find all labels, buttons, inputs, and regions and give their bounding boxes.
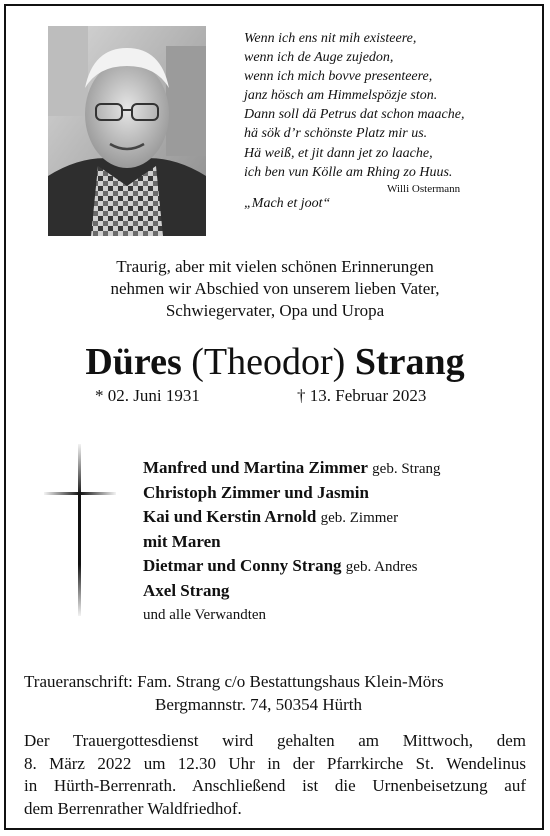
service-line: in Hürth-Berrenrath. Anschließend ist die Urnenbeisetzung auf — [24, 776, 526, 795]
poem-line: wenn ich de Auge zujedon, — [244, 50, 394, 66]
portrait-photo — [48, 26, 206, 236]
deceased-name — [0, 339, 550, 385]
poem — [244, 29, 534, 182]
mourning-address — [24, 670, 444, 716]
poem-line: janz hösch am Himmelspözje ston. — [244, 88, 438, 104]
poem-line: ich ben vun Kölle am Rhing zo Huus. — [244, 164, 453, 180]
intro-text — [0, 256, 550, 322]
service-line: 8. März 2022 um 12.30 Uhr in der Pfarrkirche St. Wendelinus — [24, 753, 526, 773]
poem-line: Wenn ich ens nit mih existeere, — [244, 31, 417, 46]
service-line: Der Trauergottesdienst wird gehalten am Mittwoch, dem — [24, 731, 526, 750]
poem-line: hä sök d’r schönste Platz mir us. — [244, 126, 428, 142]
service-info — [24, 730, 526, 820]
list-item: Manfred und Martina Zimmer geb. Strang — [143, 458, 441, 477]
service-line: dem Berrenrather Waldfriedhof. — [24, 798, 242, 818]
deceased-first-name: Düres — [85, 341, 182, 383]
list-item: und alle Verwandten — [143, 607, 267, 623]
intro-line: Schwiegervater, Opa und Uropa — [165, 301, 385, 320]
address-line: Traueranschrift: Fam. Strang c/o Bestattungshaus Klein-Mörs — [24, 672, 444, 691]
list-item: Kai und Kerstin Arnold geb. Zimmer — [143, 507, 399, 526]
deceased-middle-name: (Theodor) — [191, 341, 346, 383]
list-item: Axel Strang — [143, 581, 230, 600]
address-line: Bergmannstr. 74, 50354 Hürth — [155, 695, 362, 714]
list-item: Christoph Zimmer und Jasmin — [143, 483, 369, 502]
intro-line: Traurig, aber mit vielen schönen Erinnerungen — [116, 257, 434, 276]
poem-line: Dann soll dä Petrus dat schon maache, — [244, 107, 465, 123]
intro-line: nehmen wir Abschied von unserem lieben Vater, — [110, 279, 440, 298]
poem-line: wenn ich mich bovve presenteere, — [244, 69, 433, 85]
deceased-surname: Strang — [354, 341, 465, 383]
poem-line: Hä weiß, et jit dann jet zo laache, — [244, 145, 433, 161]
list-item: Dietmar und Conny Strang geb. Andres — [143, 556, 418, 575]
cross-icon — [44, 444, 116, 616]
birth-date: * 02. Juni 1931 — [95, 386, 200, 405]
list-item: mit Maren — [143, 532, 221, 551]
death-date: † 13. Februar 2023 — [297, 386, 427, 405]
poem-motto: „Mach et joot“ — [244, 196, 331, 211]
poem-author: Willi Ostermann — [387, 183, 461, 195]
family-list — [143, 456, 441, 627]
